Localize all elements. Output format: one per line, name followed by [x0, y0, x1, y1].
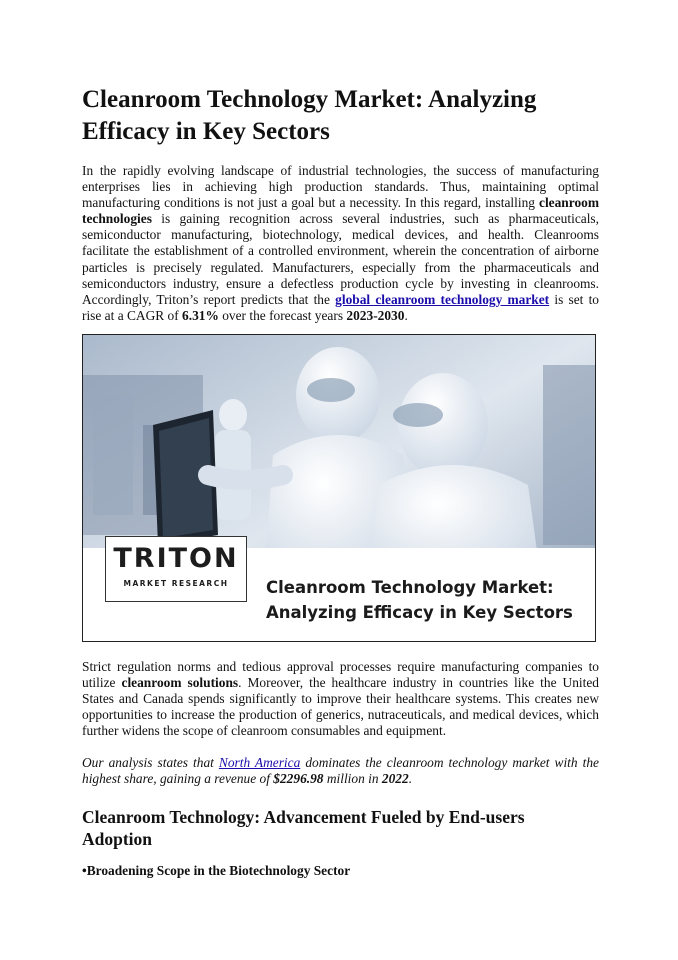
- logo-wordmark: TRITON: [113, 543, 239, 574]
- forecast-years: 2023-2030: [346, 307, 405, 323]
- analysis-paragraph: [82, 755, 599, 787]
- intro-text-5: .: [404, 307, 408, 323]
- banner-title-line-1: Cleanroom Technology Market:: [266, 578, 554, 597]
- para3-text-1: Our analysis states that: [82, 755, 219, 770]
- intro-text-4: over the forecast years: [218, 307, 347, 323]
- market-report-link[interactable]: [335, 292, 549, 307]
- intro-text-2: is gaining recognition across several industries, such as pharmaceuticals, semiconductor manufacturing, biotechnology, medical devices, and health. Cleanrooms facilitate the establishment of a controlled environment, wherein the concentration of airborne particles is precisely regulated. Manufacturers, especially from the pharmaceuticals and semiconductors industry, ensure a defectless production cycle by investing in cleanrooms. Accordingly, Triton’s report predicts that the: [82, 211, 599, 307]
- revenue-value: $2296.98: [273, 771, 324, 787]
- para3-text-4: .: [408, 771, 413, 787]
- para2-bold-term: cleanroom solutions: [121, 675, 239, 691]
- para3-text-3: million in: [323, 771, 382, 787]
- triton-logo: [105, 536, 247, 602]
- bullet-item: •Broadening Scope in the Biotechnology Sector: [82, 863, 351, 878]
- regulation-paragraph: [82, 659, 599, 739]
- para2-text-2: . Moreover, the healthcare industry in countries like the United States and Canada spends significantly to improve their healthcare systems. This creates new opportunities to increase the production of generics, nutraceuticals, and medical devices, which further widens the scope of cleanroom consumables and equipment.: [82, 675, 600, 739]
- north-america-link[interactable]: North America: [218, 755, 301, 770]
- intro-paragraph: [82, 163, 599, 324]
- para2-text-1: Strict regulation norms and tedious approval processes require manufacturing companies to utilize: [82, 659, 599, 691]
- para3-text-2: dominates the cleanroom technology market with the highest share, gaining a revenue of: [82, 755, 599, 787]
- banner-title-line-2: Analyzing Efficacy in Key Sectors: [266, 603, 573, 622]
- intro-text-1: In the rapidly evolving landscape of industrial technologies, the success of manufacturing enterprises lies in achieving high production standards. Thus, maintaining optimal manufacturing conditions is not just a goal but a necessity. In this regard, installing: [82, 163, 599, 211]
- section-heading: Cleanroom Technology: Advancement Fueled by End-users Adoption: [82, 807, 525, 849]
- banner-title: [266, 575, 586, 625]
- logo-subtitle: MARKET RESEARCH: [123, 579, 229, 588]
- market-report-link-text: global cleanroom technology market: [335, 291, 550, 307]
- intro-text-3: is set to rise at a CAGR of: [82, 291, 599, 323]
- cagr-value: 6.31%: [182, 307, 219, 323]
- hero-image: [82, 334, 596, 642]
- revenue-year: 2022: [381, 771, 409, 787]
- article-title: Cleanroom Technology Market: Analyzing Efficacy in Key Sectors: [82, 86, 537, 145]
- intro-bold-term: cleanroom technologies: [82, 195, 599, 227]
